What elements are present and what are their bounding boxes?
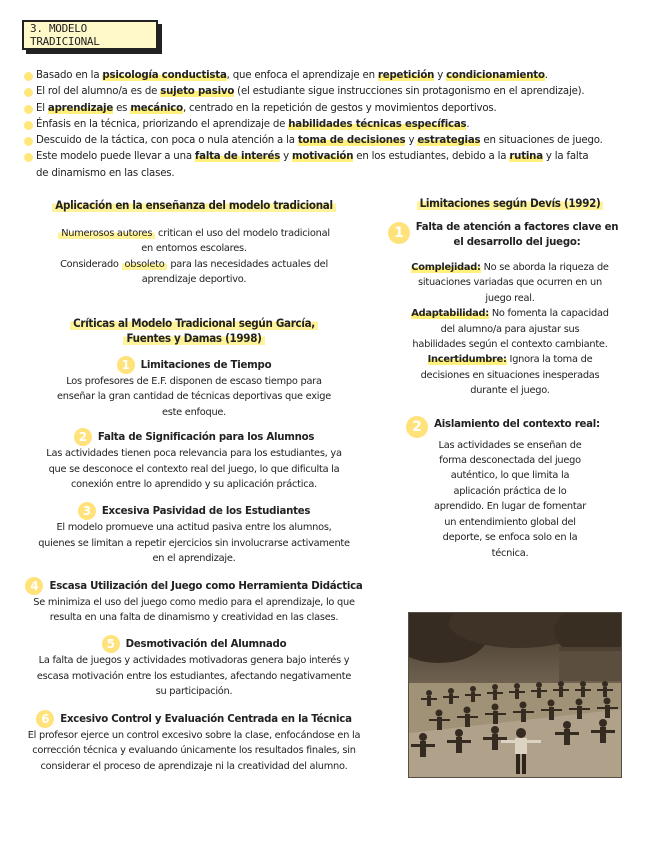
bullet-dot-icon: [24, 153, 33, 162]
historical-photo: [408, 612, 622, 778]
critica-item: 4 Escasa Utilización del Juego como Herramienta Didáctica Se minimiza el uso del juego como medio para el aprendizaje, lo que resulta en una falta de dinamismo y creatividad en las clases.: [24, 577, 364, 626]
number-badge-icon: 6: [36, 710, 54, 728]
limitaciones-heading: Limitaciones según Devís (1992): [417, 196, 604, 210]
bullet-dot-icon: [24, 88, 33, 97]
critica-item: 6 Excesivo Control y Evaluación Centrada en la Técnica El profesor ejerce un control excesivo sobre la clase, enfocándose en la corrección técnica y evaluando únicamente los resultados finales, sin considerar el proceso de aprendizaje ni la creatividad del alumno.: [27, 711, 361, 772]
number-badge-icon: 1: [388, 222, 410, 244]
criticas-heading-line2: Fuentes y Damas (1998): [123, 331, 264, 345]
critica-item: 3 Excesiva Pasividad de los Estudiantes El modelo promueve una actitud pasiva entre los alumnos, quienes se limitan a repetir ejercicios sin involucrarse activamente en el aprendizaje.: [38, 504, 350, 565]
bullet-item: Basado en la psicología conductista, que enfoca el aprendizaje en repetición y condicionamiento.: [26, 68, 632, 84]
critica-item: 5 Desmotivación del Alumnado La falta de juegos y actividades motivadoras genera bajo interés y escasa motivación entre los estudiantes, afectando negativamente su participación.: [36, 637, 352, 698]
bullet-item: El aprendizaje es mecánico, centrado en la repetición de gestos y movimientos deportivos.: [26, 101, 632, 117]
bullet-dot-icon: [24, 121, 33, 130]
photo-illustration: [409, 613, 622, 778]
criticas-section: [24, 316, 364, 774]
critica-item: 2 Falta de Significación para los Alumnos Las actividades tienen poca relevancia para los estudiantes, ya que se desconoce el contexto real del juego, lo que dificulta la conexión entre lo aprendido y su aplicación práctica.: [46, 430, 342, 491]
bullet-item: Énfasis en la técnica, priorizando el aprendizaje de habilidades técnicas específicas.: [26, 117, 632, 133]
section-title: 3. MODELO TRADICIONAL: [22, 20, 158, 50]
limitacion-item-1: 1 Falta de atención a factores clave en el desarrollo del juego: Complejidad: No se aborda la riqueza de situaciones variadas que ocurren en un juego real. Adaptabilidad: No fomenta la capacidad del alumno/a para ajustar sus habilidades según el contexto cambiante. Incertidumbre: Ignora la toma de decisiones en situaciones inesperadas durante el juego.: [394, 220, 626, 399]
aplicacion-section: [24, 198, 364, 288]
number-badge-icon: 2: [406, 416, 428, 438]
critica-item: 1 Limitaciones de Tiempo Los profesores de E.F. disponen de escaso tiempo para enseñar la gran cantidad de técnicas deportivas que exige este enfoque.: [56, 358, 332, 418]
number-badge-icon: 5: [102, 635, 120, 653]
bullet-dot-icon: [24, 137, 33, 146]
aplicacion-heading: Aplicación en la enseñanza del modelo tradicional: [52, 198, 335, 212]
number-badge-icon: 4: [25, 577, 43, 595]
number-badge-icon: 2: [74, 428, 92, 446]
bullet-item: Descuido de la táctica, con poca o nula atención a la toma de decisiones y estrategias en situaciones de juego.: [26, 133, 632, 149]
bullet-dot-icon: [24, 105, 33, 114]
bullet-dot-icon: [24, 72, 33, 81]
bullet-item: El rol del alumno/a es de sujeto pasivo (el estudiante sigue instrucciones sin protagonismo en el aprendizaje).: [26, 84, 632, 100]
aplicacion-text: Numerosos autores critican el uso del modelo tradicional en entornos escolares. Considerado obsoleto para las necesidades actuales del aprendizaje deportivo.: [60, 228, 330, 286]
number-badge-icon: 3: [78, 502, 96, 520]
number-badge-icon: 1: [117, 356, 135, 374]
bullet-item: Este modelo puede llevar a una falta de interés y motivación en los estudiantes, debido a la rutina y la falta de dinamismo en las clases.: [26, 149, 632, 182]
criticas-heading: Críticas al Modelo Tradicional según García,: [70, 316, 318, 330]
intro-bullets: [26, 68, 632, 182]
limitacion-item-2: 2 Aislamiento del contexto real: Las actividades se enseñan de forma desconectada del juego auténtico, lo que limita la aplicación práctica de lo aprendido. En lugar de fomentar un entendimiento global del deporte, se enfoca solo en la técnica.: [394, 419, 626, 561]
limitaciones-section: [394, 196, 626, 561]
